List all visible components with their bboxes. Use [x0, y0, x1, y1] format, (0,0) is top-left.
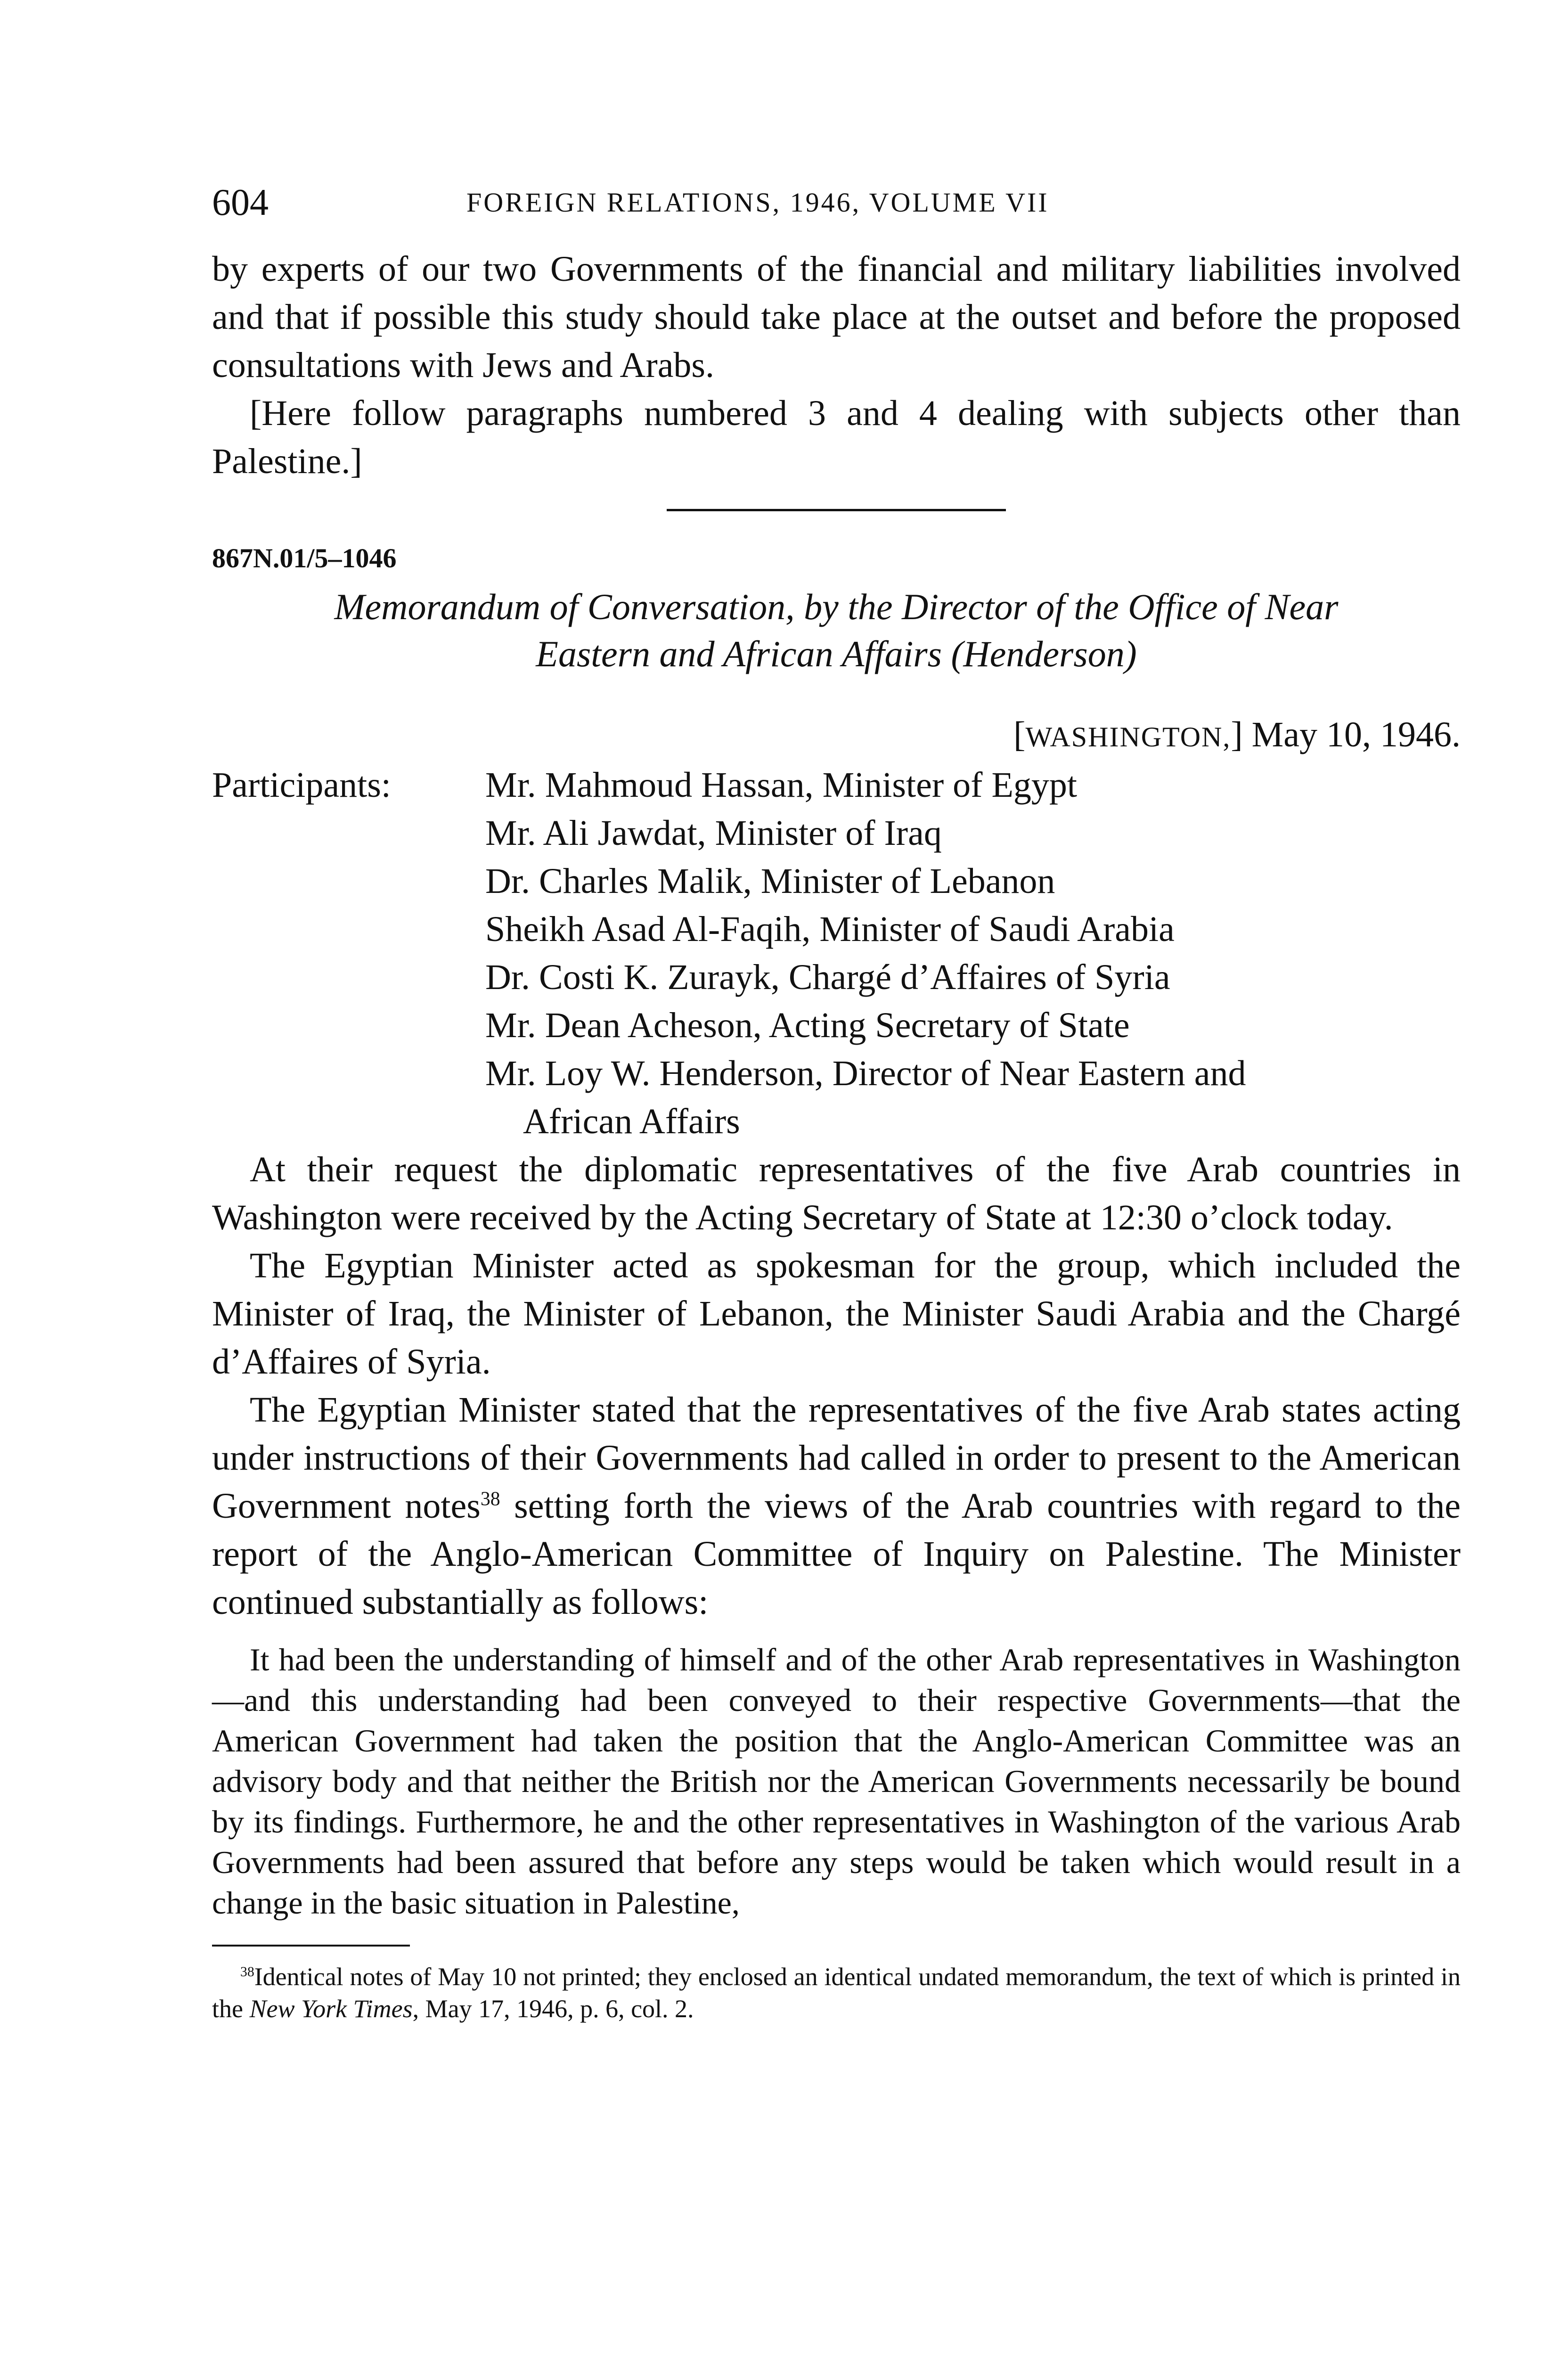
dateline-place: WASHINGTON, — [1025, 721, 1231, 753]
document-title-line-1: Memorandum of Conversation, by the Director of the Office of Near — [334, 586, 1339, 627]
body-paragraph-3 — [212, 1386, 1461, 1626]
document-page — [212, 179, 1461, 2025]
footnote-text-end: , May 17, 1946, p. 6, col. 2. — [412, 1995, 694, 2023]
footnote-number: 38 — [240, 1964, 254, 1980]
participant-item: Mr. Dean Acheson, Acting Secretary of State — [485, 1006, 1130, 1045]
document-title-line-2: Eastern and African Affairs (Henderson) — [536, 633, 1137, 674]
footnote-reference: 38 — [480, 1488, 500, 1510]
participant-item: Mr. Mahmoud Hassan, Minister of Egypt — [485, 765, 1078, 805]
participant-item: Sheikh Asad Al-Faqih, Minister of Saudi Arabia — [485, 909, 1175, 949]
continuation-paragraph: by experts of our two Governments of the financial and military liabilities involved and that if possible this study should take place at the outset and before the proposed consultations with Jews and Arabs. — [212, 249, 1461, 385]
participant-item: Dr. Charles Malik, Minister of Lebanon — [485, 861, 1055, 901]
body-paragraph-3-text-cont: setting forth the views of the Arab countries with regard to the report of the Anglo-American Committee of Inquiry on Palestine. The Minister continued substantially as follows: — [212, 1486, 1461, 1622]
body-paragraph-3-text: The Egyptian Minister stated that the representatives of the five Arab states acting under instructions of their Governments had called in order to present to the American Government notes — [212, 1390, 1461, 1526]
participant-item: Mr. Ali Jawdat, Minister of Iraq — [485, 813, 942, 853]
dateline-prefix: [ — [1013, 715, 1026, 754]
participants-label: Participants: — [212, 765, 391, 805]
document-title — [212, 583, 1461, 678]
footnote-publication: New York Times — [249, 1995, 413, 2023]
quoted-statement: It had been the understanding of himself and of the other Arab representatives in Washington—and this understanding had been conveyed to their respective Governments—that the American Government had taken the position that the Anglo-American Committee was an advisory body and that neither the British nor the American Governments necessarily be bound by its findings. Furthermore, he and the other representatives in Washington of the various Arab Governments had been assured that before any steps would be taken which would result in a change in the basic situation in Palestine, — [212, 1642, 1461, 1921]
participants-list — [485, 761, 1461, 1145]
file-number: 867N.01/5–1046 — [212, 543, 397, 573]
body-paragraph-2: The Egyptian Minister acted as spokesman for the group, which included the Minister of Iraq, the Minister of Lebanon, the Minister Saudi Arabia and the Chargé d’Affaires of Syria. — [212, 1246, 1461, 1382]
running-head — [212, 179, 1461, 226]
footnote-text: Identical notes of May 10 not printed; they enclosed an identical undated memorandum, the text of which is printed in the — [212, 1963, 1461, 2023]
participant-item: Dr. Costi K. Zurayk, Chargé d’Affaires of Syria — [485, 957, 1170, 997]
body-paragraph-1: At their request the diplomatic representatives of the five Arab countries in Washington were received by the Acting Secretary of State at 12:30 o’clock today. — [212, 1150, 1461, 1237]
footnote-divider — [212, 1945, 410, 1947]
dateline-date: ] May 10, 1946. — [1231, 715, 1461, 754]
participant-item-continuation: African Affairs — [523, 1102, 740, 1141]
participants-block — [212, 761, 1461, 1145]
section-divider — [667, 509, 1006, 511]
footnote — [212, 1961, 1461, 2025]
page-number: 604 — [212, 182, 269, 223]
dateline — [212, 711, 1461, 761]
participant-item: Mr. Loy W. Henderson, Director of Near Eastern and — [485, 1054, 1246, 1093]
editorial-note: [Here follow paragraphs numbered 3 and 4 dealing with subjects other than Palestine.] — [212, 393, 1461, 481]
running-title: FOREIGN RELATIONS, 1946, VOLUME VII — [466, 187, 1049, 218]
